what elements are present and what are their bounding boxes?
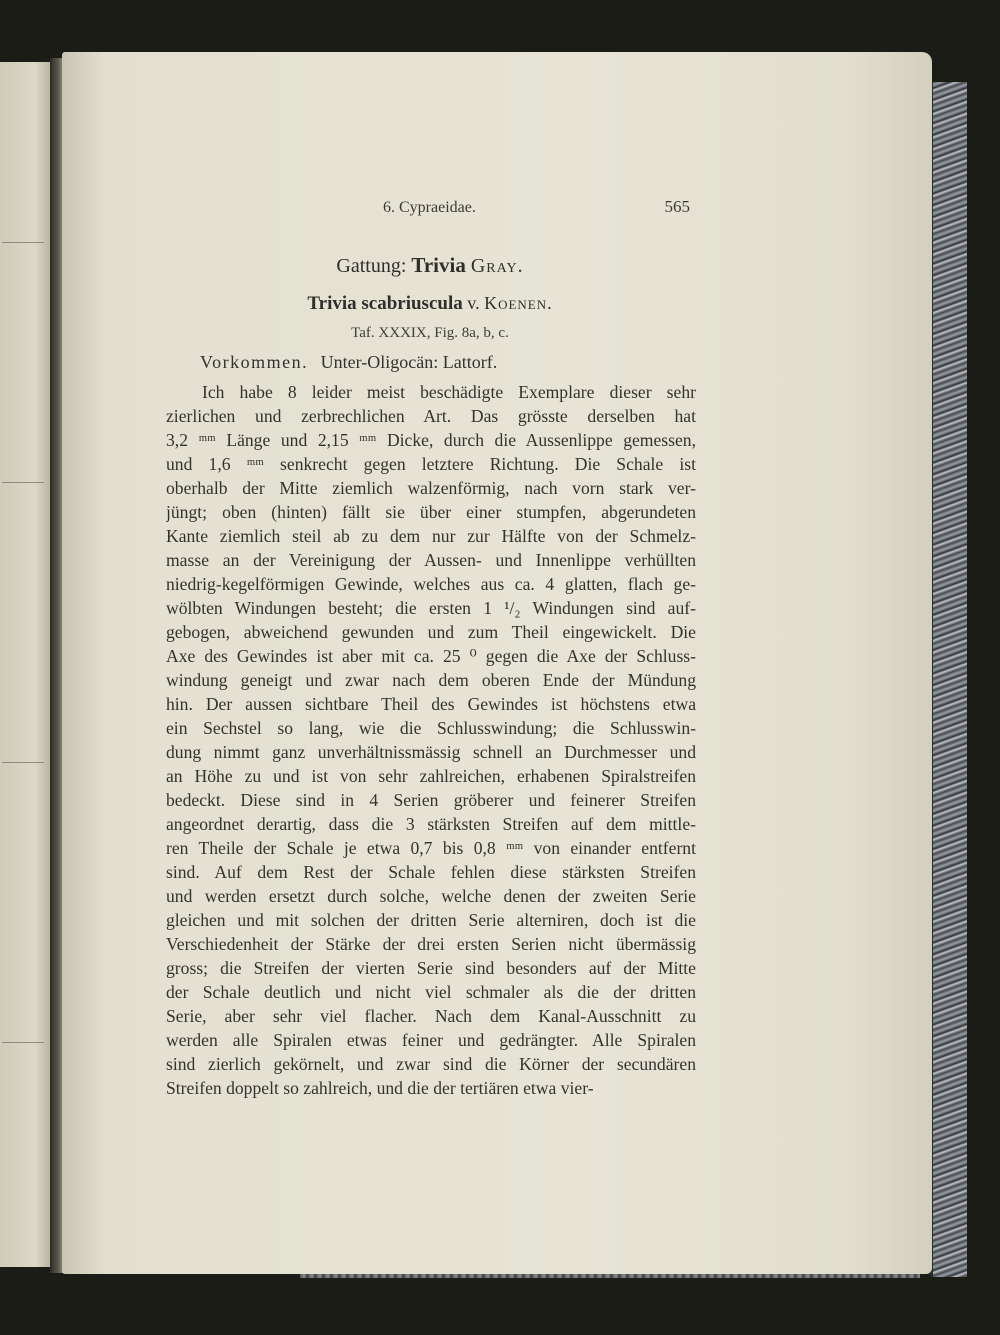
occurrence-line <box>200 352 497 373</box>
body-line: Serie, aber sehr viel flacher. Nach dem Kanal-Ausschnitt zu <box>166 1006 696 1026</box>
genus-author: Gray. <box>470 255 524 277</box>
left-page-edge <box>0 62 52 1267</box>
occurrence-text: Unter-Oligocän: Lattorf. <box>320 352 498 372</box>
book-cover-edge <box>930 82 967 1277</box>
left-page-text-line <box>2 242 44 243</box>
body-line: und 1,6 ᵐᵐ senkrecht gegen letztere Richtung. Die Schale ist <box>166 454 696 474</box>
body-line: masse an der Vereinigung der Aussen- und Innenlippe verhüllten <box>166 550 696 570</box>
left-page-text-line <box>2 1042 44 1043</box>
body-line: sind. Auf dem Rest der Schale fehlen diese stärksten Streifen <box>166 862 696 882</box>
body-line: dung nimmt ganz unverhältnissmässig schnell an Durchmesser und <box>166 742 696 762</box>
body-line: angeordnet derartig, dass die 3 stärksten Streifen auf dem mittle- <box>166 814 696 834</box>
genus-name: Trivia <box>411 253 466 277</box>
body-line: niedrig-kegelförmigen Gewinde, welches aus ca. 4 glatten, flach ge- <box>166 574 696 594</box>
left-page-text-line <box>2 482 44 483</box>
body-line: an Höhe zu und ist von sehr zahlreichen, erhabenen Spiralstreifen <box>166 766 696 786</box>
body-line: und werden ersetzt durch solche, welche denen der zweiten Serie <box>166 886 696 906</box>
species-heading <box>165 293 695 315</box>
body-text <box>166 380 696 1100</box>
body-line: 3,2 ᵐᵐ Länge und 2,15 ᵐᵐ Dicke, durch die Aussenlippe gemessen, <box>166 430 696 450</box>
body-line: Kante ziemlich steil ab zu dem nur zur Hälfte von der Schmelz- <box>166 526 696 546</box>
body-line: Axe des Gewindes ist aber mit ca. 25 ⁰ gegen die Axe der Schluss- <box>166 646 696 666</box>
body-line: Ich habe 8 leider meist beschädigte Exemplare dieser sehr <box>202 382 696 402</box>
body-line: gleichen und mit solchen der dritten Serie alterniren, doch ist die <box>166 910 696 930</box>
left-page-text-line <box>2 762 44 763</box>
species-name: Trivia scabriuscula <box>307 293 463 314</box>
page-number: 565 <box>664 197 690 216</box>
species-author: Koenen. <box>484 293 553 313</box>
species-author-prefix: v. <box>467 293 480 313</box>
body-line: jüngt; oben (hinten) fällt sie über einer stumpfen, abgerundeten <box>166 502 696 522</box>
genus-heading <box>165 253 695 278</box>
body-line: windung geneigt und zwar nach dem oberen Ende der Mündung <box>166 670 696 690</box>
body-line: zierlichen und zerbrechlichen Art. Das grösste derselben hat <box>166 406 696 426</box>
body-line: oberhalb der Mitte ziemlich walzenförmig, nach vorn stark ver- <box>166 478 696 498</box>
running-title: 6. Cypraeidae. <box>383 199 476 216</box>
body-line: Verschiedenheit der Stärke der drei ersten Serien nicht übermässig <box>166 934 696 954</box>
body-line: gross; die Streifen der vierten Serie sind besonders auf der Mitte <box>166 958 696 978</box>
body-line: gebogen, abweichend gewunden und zum Theil eingewickelt. Die <box>166 622 696 642</box>
body-line: wölbten Windungen besteht; die ersten 1 ¹/₂ Windungen sind auf- <box>166 598 696 618</box>
body-line: hin. Der aussen sichtbare Theil des Gewindes ist höchstens etwa <box>166 694 696 714</box>
body-line: sind zierlich gekörnelt, und zwar sind die Körner der secundären <box>166 1054 696 1074</box>
body-line: ren Theile der Schale je etwa 0,7 bis 0,8 ᵐᵐ von einander entfernt <box>166 838 696 858</box>
plate-reference: Taf. XXXIX, Fig. 8a, b, c. <box>351 325 509 341</box>
body-line: ein Sechstel so lang, wie die Schlusswindung; die Schlusswin- <box>166 718 696 738</box>
running-header <box>165 197 690 221</box>
genus-label: Gattung: <box>336 255 407 277</box>
body-line: Streifen doppelt so zahlreich, und die der tertiären etwa vier- <box>166 1078 594 1098</box>
body-line: werden alle Spiralen etwas feiner und gedrängter. Alle Spiralen <box>166 1030 696 1050</box>
body-line: der Schale deutlich und nicht viel schmaler als die der dritten <box>166 982 696 1002</box>
occurrence-label: Vorkommen. <box>200 352 309 372</box>
body-line: bedeckt. Diese sind in 4 Serien gröberer und feinerer Streifen <box>166 790 696 810</box>
